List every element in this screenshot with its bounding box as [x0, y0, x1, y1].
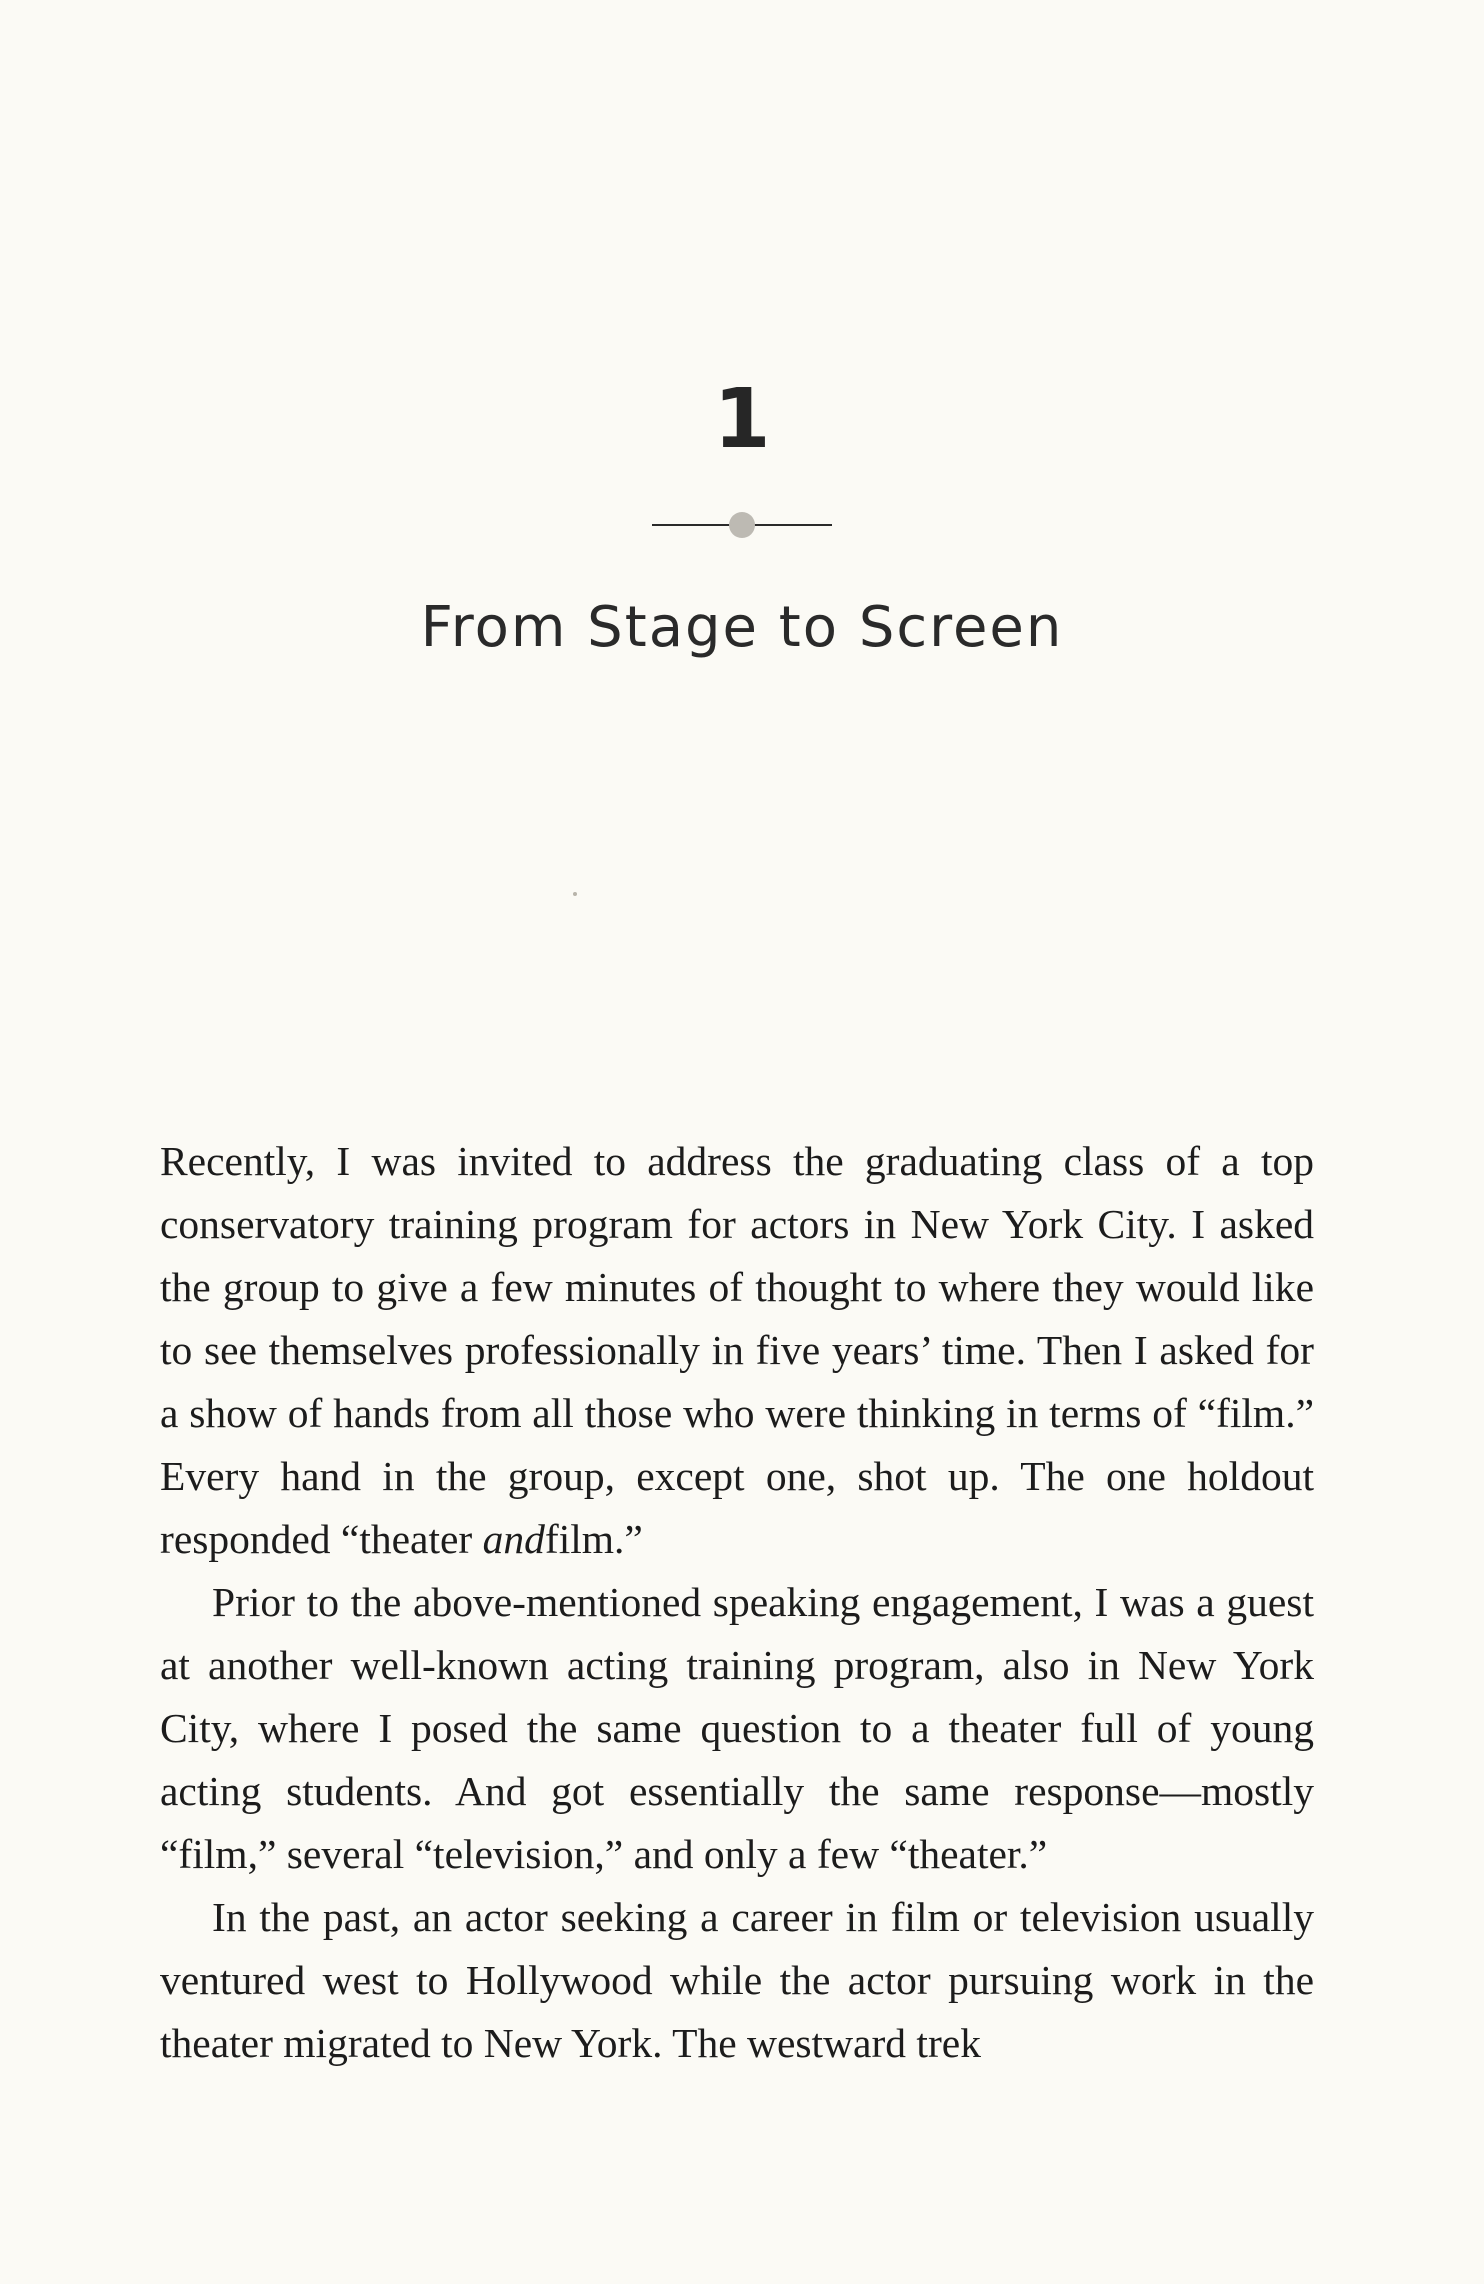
chapter-ornament-icon — [652, 510, 832, 540]
paragraph-2: Prior to the above-mentioned speaking engagement, I was a guest at another well-known acting training program, also in New York City, where I posed the same question to a theater full of young acting students. And got essentially the same response—mostly “film,” several “television,” and only a few “theater.” — [160, 1579, 1314, 1877]
paragraph-1 — [160, 1130, 1314, 1571]
chapter-number: 1 — [713, 372, 771, 467]
page-smudge — [573, 892, 577, 896]
chapter-body — [160, 1130, 1314, 2075]
chapter-title: From Stage to Screen — [420, 595, 1064, 660]
emphasis-and: and — [482, 1516, 545, 1562]
paragraph-3: In the past, an actor seeking a career in film or television usually ventured west to Hollywood while the actor pursuing work in the theater migrated to New York. The westward trek — [160, 1894, 1314, 2066]
paragraph-1-text-end: film.” — [544, 1516, 643, 1562]
paragraph-1-text: Recently, I was invited to address the graduating class of a top conservatory training program for actors in New York City. I asked the group to give a few minutes of thought to where they would like to see themselves professionally in five years’ time. Then I asked for a show of hands from all those who were thinking in terms of “film.” Every hand in the group, except one, shot up. The one holdout responded “theater — [160, 1138, 1314, 1562]
